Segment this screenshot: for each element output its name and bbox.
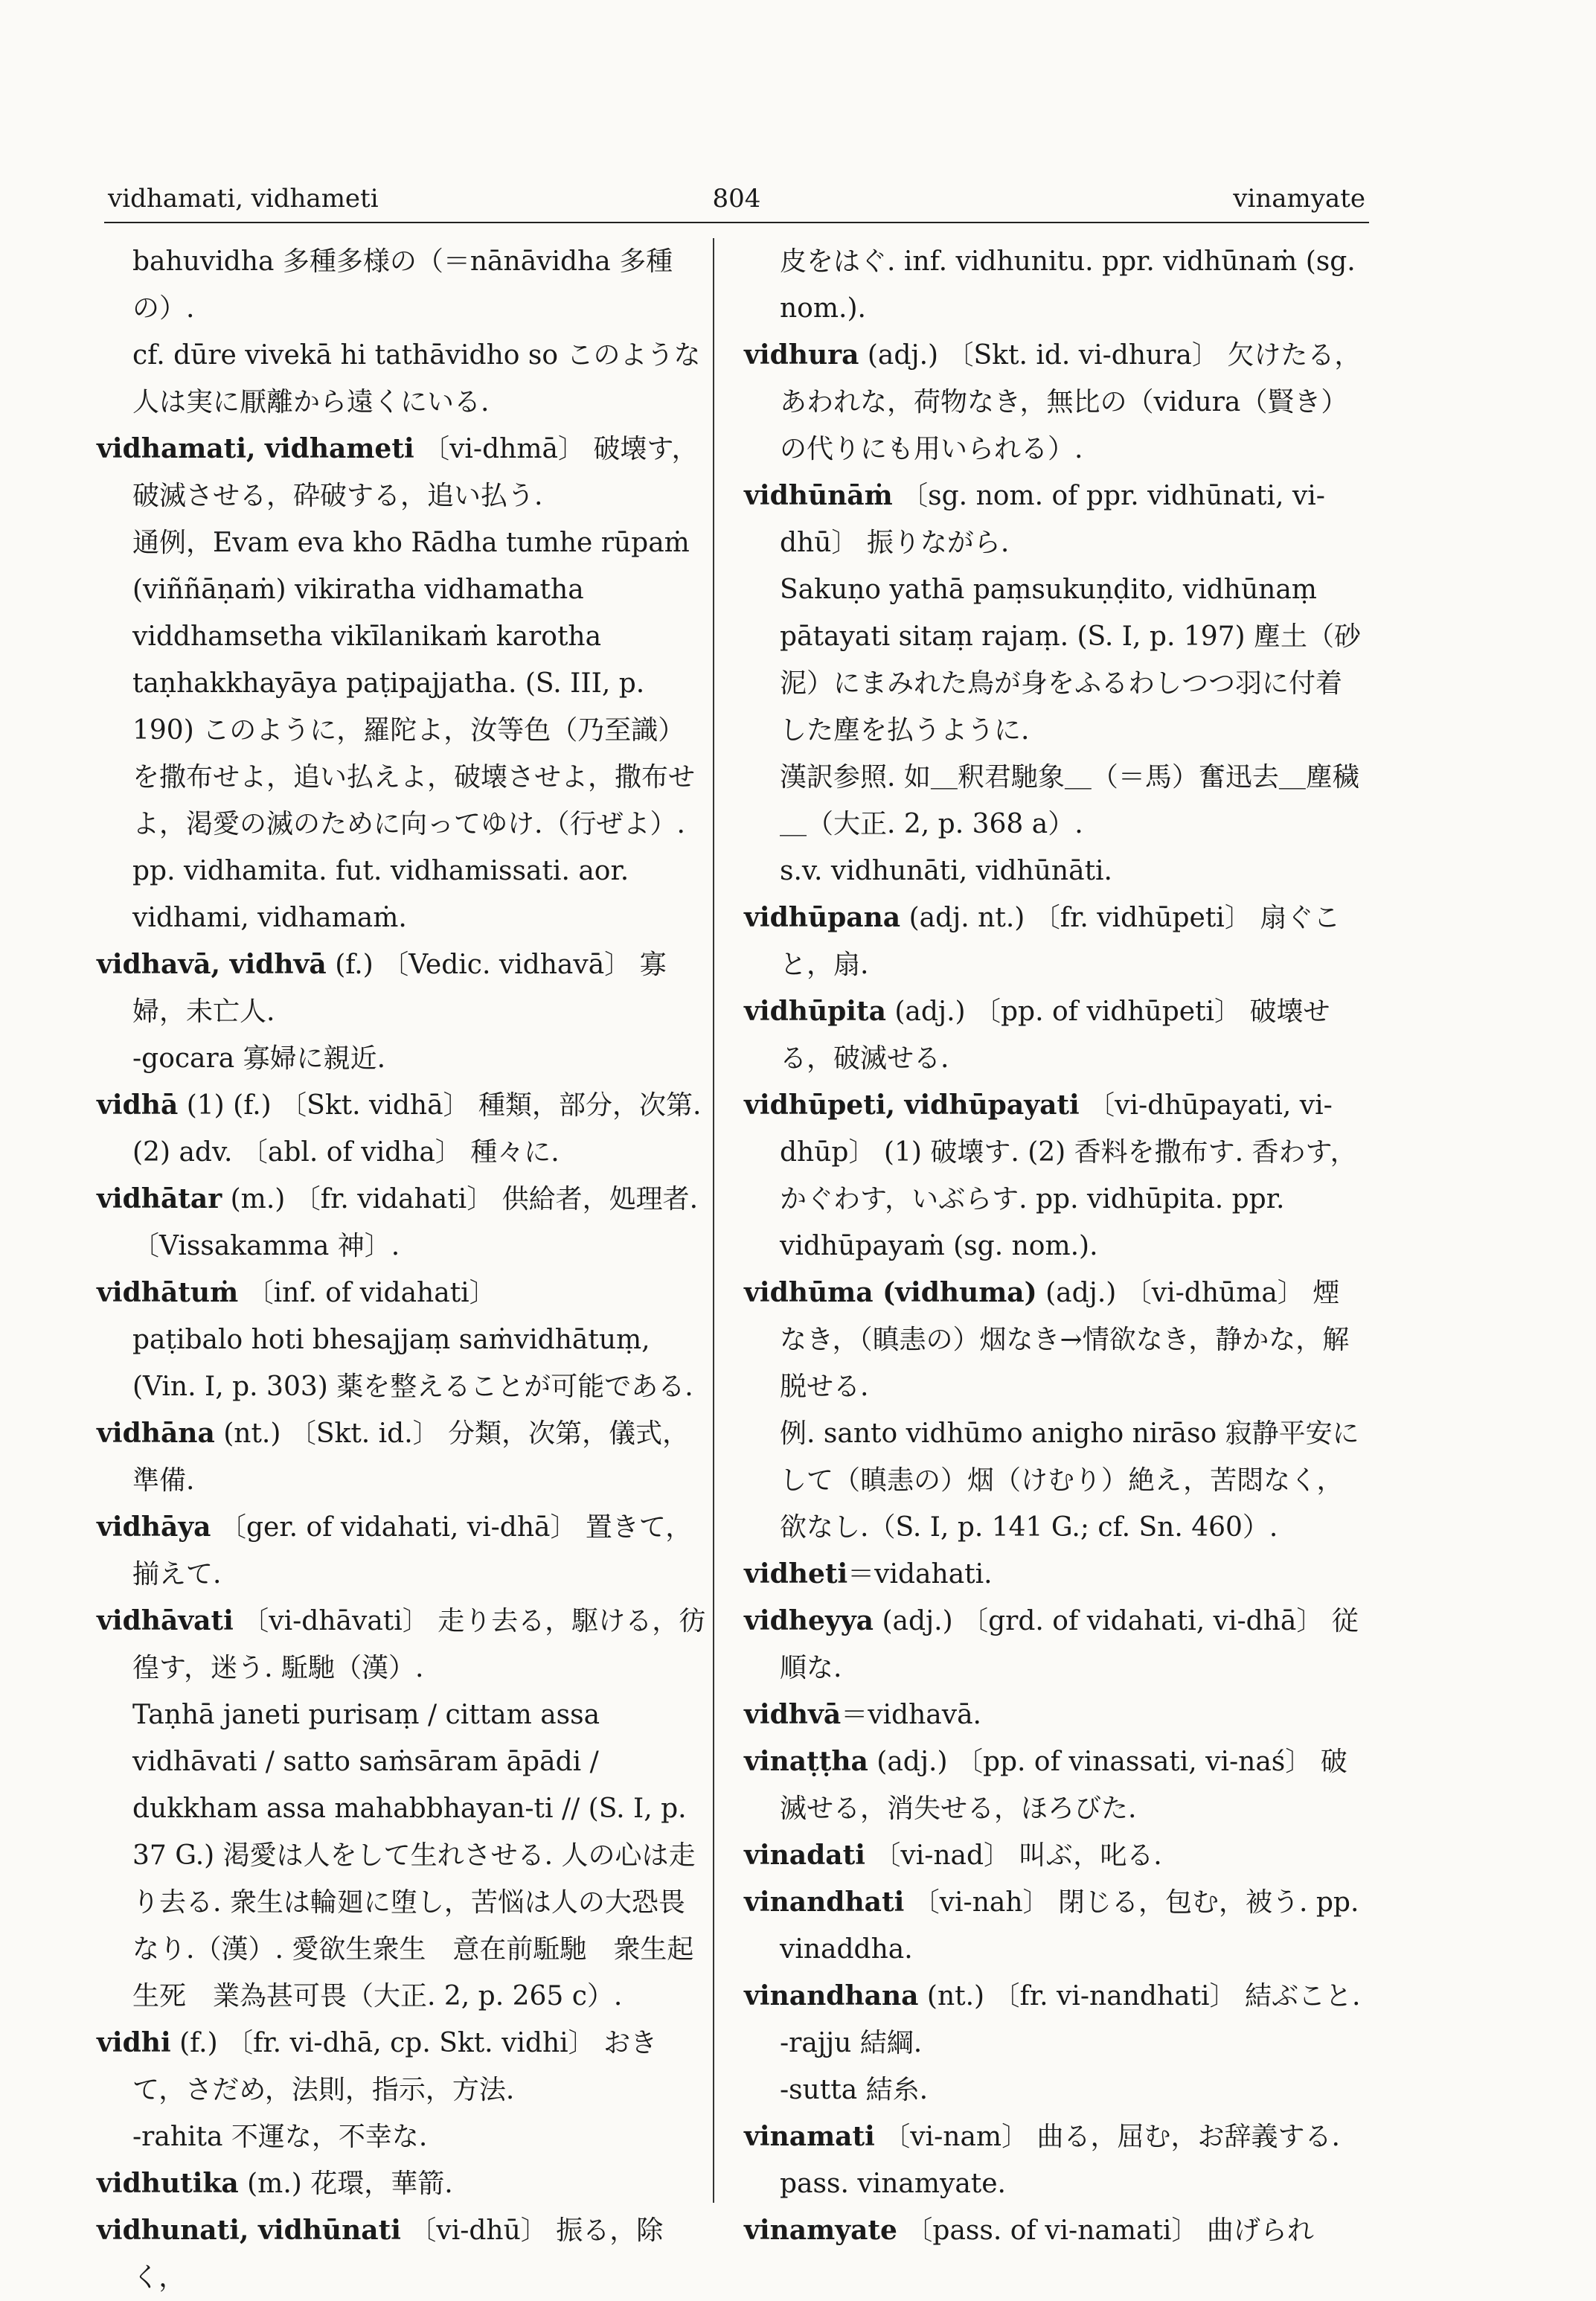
entry-subtext bbox=[744, 1410, 1362, 1551]
entry-text: 〔vi-dhū〕 振る，除く， bbox=[132, 2215, 664, 2293]
entry-text: (adj.) 〔pp. of vinassati, vi-naś〕 破滅せる，消失せる，ほろびた. bbox=[780, 1747, 1347, 1824]
headword: vinamati bbox=[744, 2121, 875, 2152]
headword: vidhavā, vidhvā bbox=[97, 949, 327, 980]
entry-text: pp. vidhamita. fut. vidhamissati. aor. vidhami, vidhamaṁ. bbox=[132, 856, 629, 933]
dictionary-entry bbox=[744, 332, 1362, 473]
entry-text: 〔vi-nam〕 曲る，屈む，お辞義する. pass. vinamyate. bbox=[780, 2122, 1340, 2199]
entry-text: (m.) 〔fr. vidahati〕 供給者，処理者.〔Vissakamma 神〕. bbox=[132, 1184, 699, 1261]
entry-text: paṭibalo hoti bhesajjaṃ saṁvidhātuṃ, (Vin. I, p. 303) 薬を整えることが可能である. bbox=[132, 1325, 693, 1402]
entry-text: -gocara 寡婦に親近. bbox=[132, 1043, 386, 1074]
entry-text: -rajju 結綱. bbox=[780, 2028, 923, 2058]
entry-text: 例. santo vidhūmo anigho nirāso 寂静平安にして（瞋恚の）烟（けむり）絶え，苦悶なく，欲なし.（S. I, p. 141 G.; cf. Sn. 460）. bbox=[780, 1418, 1359, 1543]
headword: vidhutika bbox=[97, 2168, 239, 2199]
entry-text: 〔vi-nad〕 叫ぶ，叱る. bbox=[865, 1840, 1162, 1871]
headword: vinaṭṭha bbox=[744, 1746, 868, 1777]
headword: vinamyate bbox=[744, 2215, 897, 2246]
dictionary-entry bbox=[744, 1879, 1362, 1973]
entry-subtext bbox=[97, 519, 707, 848]
entry-subtext bbox=[97, 1692, 707, 2020]
dictionary-entry bbox=[97, 1082, 707, 1176]
entry-subtext bbox=[97, 238, 707, 332]
entry-subtext bbox=[744, 848, 1362, 895]
headword: vidhura bbox=[744, 339, 859, 371]
headword: vidhātar bbox=[97, 1183, 222, 1214]
dictionary-entry bbox=[744, 1738, 1362, 1832]
entry-subtext bbox=[744, 754, 1362, 848]
dictionary-entry bbox=[744, 2113, 1362, 2207]
dictionary-entry bbox=[97, 2160, 707, 2207]
entry-subtext bbox=[744, 2067, 1362, 2113]
entry-text: 漢訳参照. 如＿釈君馳象＿（＝馬）奮迅去＿塵穢＿（大正. 2, p. 368 a）. bbox=[780, 762, 1359, 839]
dictionary-entry bbox=[97, 1504, 707, 1598]
dictionary-entry bbox=[744, 2207, 1362, 2254]
dictionary-entry bbox=[744, 1082, 1362, 1270]
entry-subtext bbox=[744, 2020, 1362, 2067]
entry-text: (adj. nt.) 〔fr. vidhūpeti〕 扇ぐこと，扇. bbox=[780, 903, 1341, 980]
column-divider bbox=[713, 238, 714, 2203]
headword: vinadati bbox=[744, 1840, 865, 1871]
dictionary-entry bbox=[744, 895, 1362, 988]
entry-text: (nt.) 〔fr. vi-nandhati〕 結ぶこと. bbox=[918, 1981, 1361, 2012]
dictionary-entry bbox=[744, 473, 1362, 566]
headword: vidhunati, vidhūnati bbox=[97, 2215, 401, 2246]
dictionary-entry bbox=[744, 988, 1362, 1082]
entry-text: -rahita 不運な，不幸な. bbox=[132, 2122, 428, 2152]
entry-subtext bbox=[97, 1316, 707, 1410]
dictionary-entry bbox=[744, 1270, 1362, 1410]
dictionary-entry bbox=[97, 1598, 707, 1692]
right-column bbox=[744, 238, 1362, 2254]
entry-subtext bbox=[744, 566, 1362, 754]
headword: vidheti bbox=[744, 1558, 848, 1590]
entry-text: cf. dūre vivekā hi tathāvidho so このような人は実に厭離から遠くにいる. bbox=[132, 340, 701, 417]
headword: vinandhana bbox=[744, 1980, 919, 2012]
headword: vidhūma (vidhuma) bbox=[744, 1277, 1037, 1308]
entry-subtext bbox=[97, 332, 707, 426]
entry-text: 通例，Evam eva kho Rādha tumhe rūpaṁ (viññāṇaṁ) vikiratha vidhamatha viddhamsetha vikīlanikaṁ karotha taṇhakkhayāya paṭipajjatha. (S. III, p. 190) このように，羅陀よ，汝等色（乃至識）を撒布せよ，追い払えよ，破壊させよ，撒布せよ，渇愛の滅のために向ってゆけ.（行ぜよ）. bbox=[132, 528, 696, 839]
entry-text: -sutta 結糸. bbox=[780, 2075, 929, 2105]
entry-text: ＝vidhavā. bbox=[841, 1700, 981, 1730]
dictionary-entry bbox=[744, 1551, 1362, 1598]
entry-text: 〔vi-dhmā〕 破壊す，破滅させる，砕破する，追い払う. bbox=[132, 434, 699, 511]
headword: vidhūnāṁ bbox=[744, 480, 893, 511]
dictionary-entry bbox=[744, 1973, 1362, 2020]
entry-text: (1) (f.) 〔Skt. vidhā〕 種類，部分，次第. (2) adv. 〔abl. of vidha〕 種々に. bbox=[132, 1090, 702, 1168]
dictionary-entry bbox=[97, 1410, 707, 1504]
running-header bbox=[108, 179, 1365, 219]
page-number: 804 bbox=[712, 184, 761, 214]
headword: vidhātuṁ bbox=[97, 1277, 239, 1308]
headword: vidhi bbox=[97, 2027, 171, 2058]
headword: vidhāya bbox=[97, 1511, 211, 1543]
dictionary-entry bbox=[97, 1270, 707, 1316]
entry-text: 〔sg. nom. of ppr. vidhūnati, vi-dhū〕 振りながら. bbox=[780, 481, 1325, 558]
header-rule bbox=[104, 222, 1369, 223]
dictionary-entry bbox=[97, 2020, 707, 2113]
entry-subtext bbox=[97, 1035, 707, 1082]
entry-text: 〔pass. of vi-namati〕 曲げられ bbox=[897, 2215, 1314, 2246]
dictionary-entry bbox=[97, 1176, 707, 1270]
entry-text: (adj.) 〔vi-dhūma〕 煙なき，（瞋恚の）烟なき→情欲なき，静かな，解脱せる. bbox=[780, 1278, 1350, 1402]
entry-text: bahuvidha 多種多様の（＝nānāvidha 多種の）. bbox=[132, 246, 673, 324]
dictionary-entry bbox=[97, 426, 707, 519]
headword: vidhūpana bbox=[744, 902, 901, 933]
headword: vidhvā bbox=[744, 1699, 842, 1730]
entry-text: Sakuṇo yathā paṃsukuṇḍito, vidhūnaṃ pātayati sitaṃ rajaṃ. (S. I, p. 197) 塵土（砂泥）にまみれた鳥が身をふるわしつつ羽に付着した塵を払うように. bbox=[780, 575, 1362, 746]
headword: vidhūpita bbox=[744, 996, 886, 1027]
entry-subtext bbox=[744, 238, 1362, 332]
headword: vidhamati, vidhameti bbox=[97, 433, 414, 464]
entry-text: 皮をはぐ. inf. vidhunitu. ppr. vidhūnaṁ (sg. nom.). bbox=[780, 246, 1356, 324]
entry-text: 〔vi-nah〕 閉じる，包む，被う. pp. vinaddha. bbox=[780, 1887, 1359, 1965]
entry-text: 〔ger. of vidahati, vi-dhā〕 置きて，揃えて. bbox=[132, 1512, 693, 1590]
entry-text: 〔vi-dhūpayati, vi-dhūp〕 (1) 破壊す. (2) 香料を撒布す. 香わす，かぐわす，いぶらす. pp. vidhūpita. ppr. vidhūpayaṁ (sg. nom.). bbox=[780, 1090, 1357, 1261]
entry-text: (m.) 花環，華箭. bbox=[238, 2169, 453, 2199]
entry-text: (nt.) 〔Skt. id.〕 分類，次第，儀式，準備. bbox=[132, 1418, 690, 1496]
running-head-right: vinamyate bbox=[1233, 184, 1365, 214]
headword: vidhāvati bbox=[97, 1605, 234, 1636]
dictionary-entry bbox=[744, 1832, 1362, 1879]
dictionary-entry bbox=[97, 941, 707, 1035]
entry-text: s.v. vidhunāti, vidhūnāti. bbox=[780, 856, 1112, 886]
entry-text: Taṇhā janeti purisaṃ / cittam assa vidhāvati / satto saṁsāram āpādi / dukkham assa mahabbhayan-ti // (S. I, p. 37 G.) 渇愛は人をして生れさせる. 人の心は走り去る. 衆生は輪廻に堕し，苦悩は人の大恐畏なり.（漢）. 愛欲生衆生 意在前駈馳 衆生起生死 業為甚可畏（大正. 2, p. 265 c）. bbox=[132, 1700, 696, 2012]
dictionary-entry bbox=[744, 1692, 1362, 1738]
entry-subtext bbox=[97, 848, 707, 941]
entry-text: (f.) 〔fr. vi-dhā, cp. Skt. vidhi〕 おきて，さだめ，法則，指示，方法. bbox=[132, 2028, 658, 2105]
entry-text: (f.) 〔Vedic. vidhavā〕 寡婦，未亡人. bbox=[132, 950, 667, 1027]
headword: vidhāna bbox=[97, 1418, 215, 1449]
headword: vinandhati bbox=[744, 1886, 905, 1918]
headword: vidhūpeti, vidhūpayati bbox=[744, 1089, 1080, 1121]
entry-text: 〔vi-dhāvati〕 走り去る，駆ける，彷徨す，迷う. 駈馳（漢）. bbox=[132, 1606, 706, 1683]
entry-text: (adj.) 〔grd. of vidahati, vi-dhā〕 従順な. bbox=[780, 1606, 1359, 1683]
running-head-left: vidhamati, vidhameti bbox=[108, 184, 379, 214]
dictionary-entry bbox=[744, 1598, 1362, 1692]
headword: vidhā bbox=[97, 1089, 179, 1121]
dictionary-entry bbox=[97, 2207, 707, 2301]
entry-text: (adj.) 〔Skt. id. vi-dhura〕 欠けたる，あわれな，荷物なき，無比の（vidura（賢き）の代りにも用いられる）. bbox=[780, 340, 1362, 464]
entry-text: ＝vidahati. bbox=[847, 1559, 993, 1590]
entry-text: 〔inf. of vidahati〕 bbox=[238, 1278, 496, 1308]
left-column bbox=[97, 238, 707, 2301]
headword: vidheyya bbox=[744, 1605, 874, 1636]
entry-subtext bbox=[97, 2113, 707, 2160]
entry-text: (adj.) 〔pp. of vidhūpeti〕 破壊せる，破滅せる. bbox=[780, 996, 1330, 1074]
